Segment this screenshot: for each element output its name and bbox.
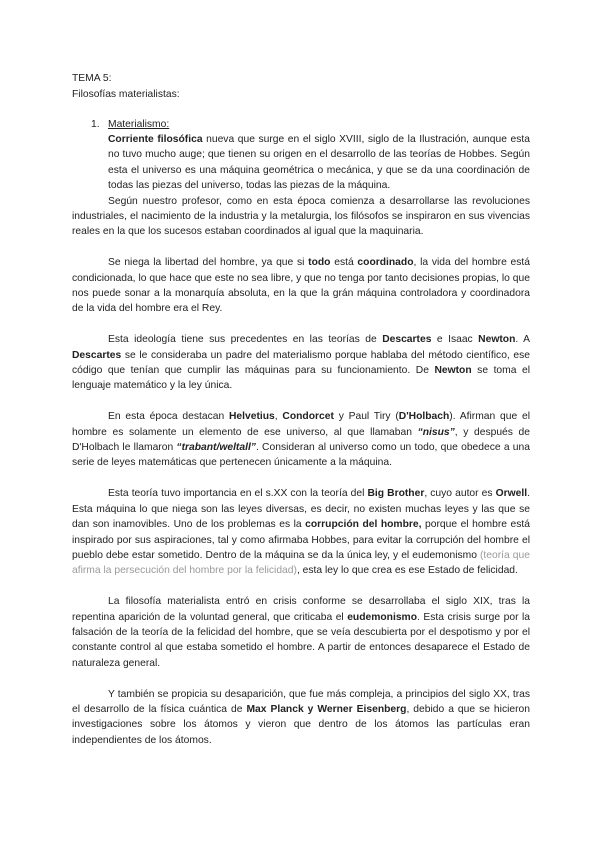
p6-bold-orwell: Orwell xyxy=(495,488,528,500)
p8-text-c: , debido a que se hicieron investigaciones sobre los átomos y vieron que dentro de los átomos las partículas eran independientes de los átomos. xyxy=(72,703,530,746)
p6-bold-big-brother: Big Brother xyxy=(367,488,425,500)
p4-text-c: e Isaac xyxy=(431,334,479,346)
p7-bold-eudemonismo: eudemonismo xyxy=(347,611,418,623)
p6-text-a: Esta teoría tuvo importancia en el s.XX con la teoría del xyxy=(108,488,368,500)
p6-gray-note: (teoría que afirma la persecución del hombre por la felicidad) xyxy=(72,549,530,577)
section-number: 1. xyxy=(91,119,100,130)
paragraph-8 xyxy=(72,687,530,749)
p8-text-a: Y también se propicia su desaparición, que fue más compleja, a principios del siglo XX, tras el desarrollo de la física cuántica de xyxy=(72,688,530,715)
p5-bolditalic-trabant: “trabant/weltall” xyxy=(176,442,256,454)
p4-bold-newton-2: Newton xyxy=(434,365,472,377)
paragraph-4 xyxy=(72,332,530,394)
p4-bold-newton: Newton xyxy=(478,334,516,346)
p7-text-c: . Esta crisis surge por la falsación de la teoría de la felicidad del hombre, que se veía descubierta por el despotismo y por el constante control al que estaba sometido el hombre. A partir de entonces desaparece el Estado de naturaleza general. xyxy=(72,611,530,669)
section-heading xyxy=(72,117,530,133)
p4-text-f: se toma el lenguaje matemático y la ley única. xyxy=(72,365,530,392)
p1-bold: Corriente filosófica xyxy=(108,134,203,145)
topic-title: TEMA 5: xyxy=(72,73,112,84)
p6-text-e: porque el hombre está inspirado por sus aspiraciones, tal y como afirmaba Hobbes, para evitar la corrupción del hombre el pueblo debe estar sometido. Dentro de la máquina se da la única ley, y el eudemonismo xyxy=(72,519,530,561)
p1-text: nueva que surge en el siglo XVIII, siglo de la Ilustración, aunque esta no tuvo mucho auge; que tienen su origen en el desarrollo de las teorías de Hobbes. Según esta el universo es una máquina geométrica o mecánica, y que se da una coordinación de todas las piezas del universo, todas las piezas de la máquina. xyxy=(108,134,530,192)
topic-subtitle: Filosofías materialistas: xyxy=(72,88,180,100)
title-block xyxy=(72,71,542,102)
p5-text-e: ). Afirman que el hombre es solamente un elemento de ese universo, al que llamaban xyxy=(72,411,530,438)
p5-text-c: , xyxy=(274,411,283,423)
p5-bolditalic-nisus: “nisus” xyxy=(417,426,455,438)
p3-text-a: Se niega la libertad del hombre, ya que si xyxy=(108,257,309,269)
p5-bold-condorcet: Condorcet xyxy=(282,411,334,423)
paragraph-7 xyxy=(72,594,530,671)
p4-bold-descartes: Descartes xyxy=(382,334,432,346)
p6-bold-corrupcion: corrupción del hombre, xyxy=(305,519,422,531)
p6-text-c: , cuyo autor es xyxy=(424,488,496,500)
p5-bold-helvetius: Helvetius xyxy=(228,411,275,423)
p5-bold-dholbach: D'Holbach xyxy=(398,411,450,423)
paragraph-2: Según nuestro profesor, como en esta época comienza a desarrollarse las revoluciones industriales, el nacimiento de la industria y la metalurgia, los filósofos se inspiraron en sus vivencias reales en la que los sucesos estaban coordinados al igual que la maquinaria. xyxy=(72,195,530,238)
p3-text-d: , la vida del hombre está condicionada, lo que hace que este no sea libre, y que no tenga por tanto decisiones propias, lo que nos puede sonar a la monarquía absoluta, en la que la grán máquina controladora y coordinadora de la vida del hombre era el Rey. xyxy=(72,257,531,315)
document-body xyxy=(72,132,530,748)
p4-text-a: Esta ideología tiene sus precedentes en las teorías de xyxy=(108,334,383,346)
paragraph-5 xyxy=(72,409,530,471)
p7-text-a: La filosofía materialista entró en crisis conforme se desarrollaba el siglo XIX, tras la repentina aparición de la voluntad general, que criticaba el xyxy=(72,596,530,623)
paragraph-1 xyxy=(72,132,530,194)
p5-text-g: . Consideran al universo como un todo, que obedece a una serie de leyes matemáticas que pertenecen únicamente a la máquina. xyxy=(72,442,530,469)
p4-bold-descartes-2: Descartes xyxy=(72,349,122,361)
p6-text-f: , esta ley lo que crea es ese Estado de felicidad. xyxy=(296,565,518,577)
p5-text-d: y Paul Tiry ( xyxy=(333,411,399,423)
p4-text-e: se le consideraba un padre del materialismo porque hablaba del método científico, ese código que tenían que cumplir las máquinas para su funcionamiento. De xyxy=(72,349,530,377)
p3-text-c: está xyxy=(330,257,358,269)
section-title: Materialismo: xyxy=(108,119,170,130)
p3-bold-coordinado: coordinado xyxy=(357,257,414,269)
p8-bold-planck-eisenberg: Max Planck y Werner Eisenberg xyxy=(246,703,407,715)
p5-text-a: En esta época destacan xyxy=(108,411,229,423)
p6-text-d: . Esta máquina lo que niega son las leyes diversas, es decir, no existen muchas leyes y las que se dan son inamovibles. Uno de los problemas es la xyxy=(72,488,530,531)
p4-text-d: . A xyxy=(515,334,530,346)
p3-bold-todo: todo xyxy=(308,257,331,269)
p5-text-f: , y después de D'Holbach le llamaron xyxy=(72,426,530,454)
paragraph-3 xyxy=(72,255,530,317)
paragraph-6 xyxy=(72,486,530,578)
